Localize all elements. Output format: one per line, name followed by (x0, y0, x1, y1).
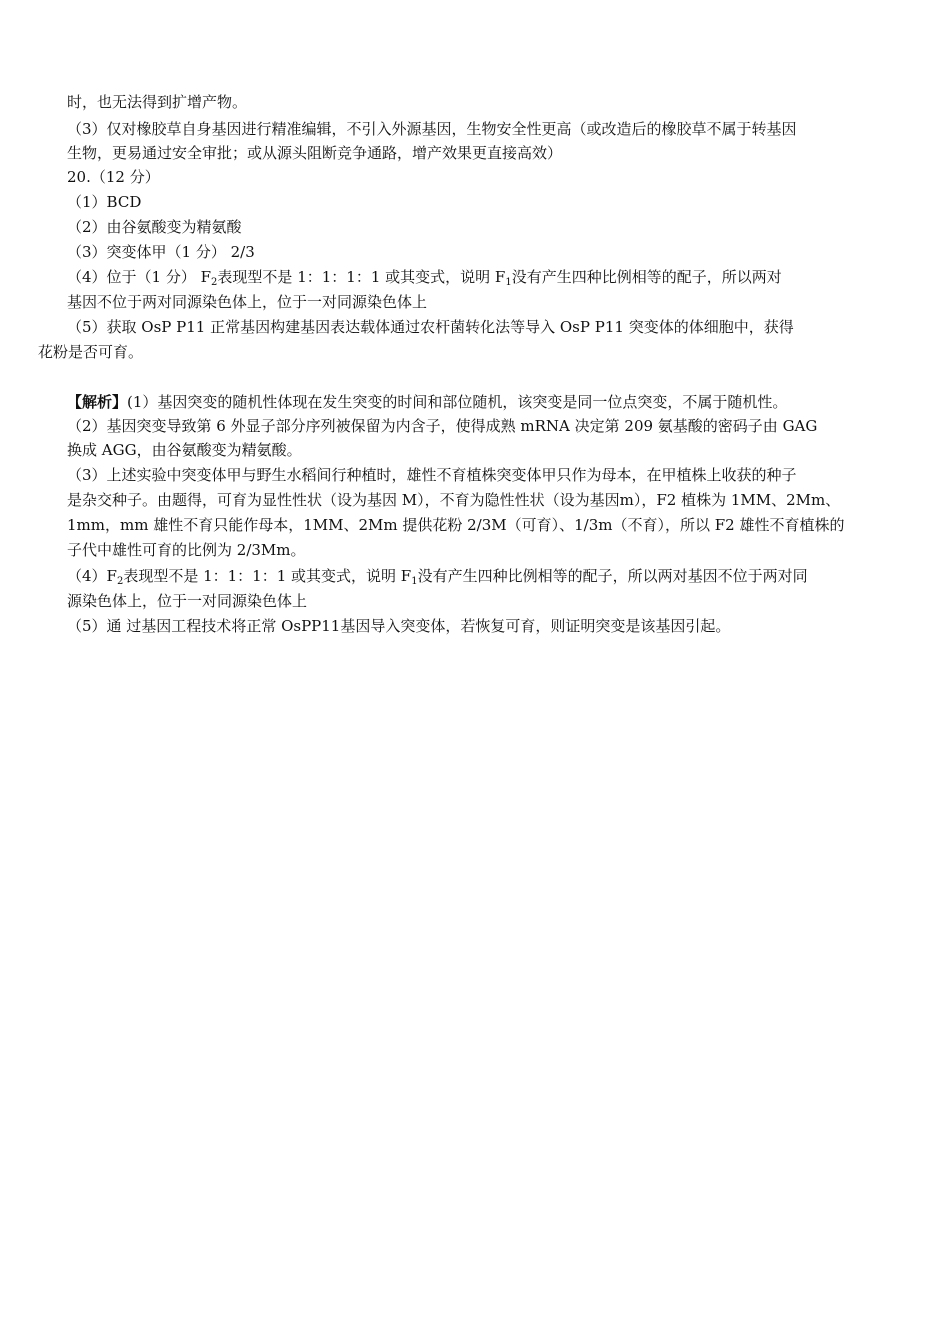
subscript: 1 (505, 277, 512, 288)
answer-20-3: （3）突变体甲（1 分） 2/3 (67, 243, 255, 261)
answer-19-3: （3）仅对橡胶草自身基因进行精准编辑，不引入外源基因，生物安全性更高（或改造后的橡胶草不属于转基因 (67, 120, 797, 138)
analysis-4-part: （4）F (67, 567, 117, 585)
analysis-3-cont: 子代中雄性可育的比例为 2/3Mm。 (67, 541, 306, 559)
subscript: 2 (116, 576, 124, 587)
question-20-heading: 20.（12 分） (67, 168, 160, 186)
analysis-1 (67, 390, 887, 415)
answer-20-4-cont: 基因不位于两对同源染色体上，位于一对同源染色体上 (67, 293, 428, 311)
analysis-2: （2）基因突变导致第 6 外显子部分序列被保留为内含子，使得成熟 mRNA 决定第 209 氨基酸的密码子由 GAG (67, 417, 818, 435)
answer-20-4-part: 表现型不是 1：1：1：1 或其变式，说明 F (217, 268, 506, 286)
analysis-3-cont: 是杂交种子。由题得，可育为显性性状（设为基因 M），不育为隐性性状（设为基因m），F2 植株为 1MM、2Mm、 (67, 491, 841, 509)
analysis-3-cont: 1mm，mm 雄性不育只能作母本，1MM、2Mm 提供花粉 2/3M（可育）、1/3m（不育），所以 F2 雄性不育植株的 (67, 516, 845, 534)
answer-20-4-part: 没有产生四种比例相等的配子，所以两对 (511, 268, 782, 286)
answer-20-2: （2）由谷氨酸变为精氨酸 (67, 218, 242, 236)
analysis-3: （3）上述实验中突变体甲与野生水稻间行种植时，雄性不育植株突变体甲只作为母本，在甲植株上收获的种子 (67, 466, 797, 484)
analysis-1-text: (1）基因突变的随机性体现在发生突变的时间和部位随机，该突变是同一位点突变，不属于随机性。 (127, 393, 788, 411)
analysis-4-part: 没有产生四种比例相等的配子，所以两对基因不位于两对同 (417, 567, 808, 585)
analysis-label: 【解析】 (67, 393, 128, 411)
answer-20-4 (67, 265, 887, 290)
subscript: 1 (411, 576, 418, 587)
analysis-4 (67, 564, 887, 589)
answer-20-5-cont: 花粉是否可育。 (38, 343, 144, 361)
answer-20-4-part: （4）位于（1 分） F (67, 268, 212, 286)
answer-20-5: （5）获取 OsP P11 正常基因构建基因表达载体通过农杆菌转化法等导入 OsP P11 突变体的体细胞中，获得 (67, 318, 794, 336)
answer-19-3-cont: 生物，更易通过安全审批；或从源头阻断竞争通路，增产效果更直接高效） (67, 144, 563, 162)
subscript: 2 (211, 277, 218, 288)
answer-20-1: （1）BCD (67, 193, 142, 211)
analysis-4-part: 表现型不是 1：1：1：1 或其变式，说明 F (123, 567, 412, 585)
analysis-4-cont: 源染色体上，位于一对同源染色体上 (67, 592, 308, 610)
text-line: 时，也无法得到扩增产物。 (67, 93, 248, 111)
analysis-2-cont: 换成 AGG，由谷氨酸变为精氨酸。 (67, 441, 302, 459)
analysis-5: （5）通 过基因工程技术将正常 OsPP11基因导入突变体，若恢复可育，则证明突变是该基因引起。 (67, 617, 731, 635)
